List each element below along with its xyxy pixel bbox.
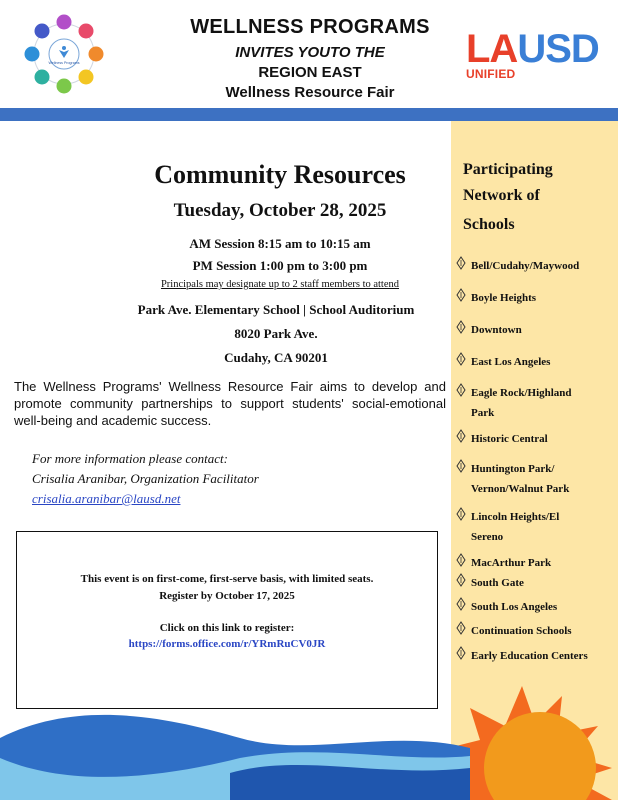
venue-street: 8020 Park Ave. — [234, 326, 318, 341]
pen-nib-bullet-icon — [455, 507, 467, 521]
am-session: AM Session 8:15 am to 10:15 am — [189, 236, 371, 251]
venue-city: Cudahy, CA 90201 — [224, 350, 328, 365]
designate-note: Principals may designate up to 2 staff members to attend — [160, 279, 400, 290]
school-name-line2: Sereno — [471, 531, 504, 543]
school-name-line2: Park — [471, 407, 495, 419]
header-line-invites: INVITES YOUTO THE — [235, 44, 385, 61]
school-item — [455, 322, 615, 338]
contact-email-link[interactable]: crisalia.aranibar@lausd.net — [32, 491, 181, 506]
lausd-logo-la: LA — [466, 27, 518, 71]
registration-instruction: Click on this link to register: — [159, 622, 295, 634]
lausd-logo-main — [466, 27, 606, 71]
pen-nib-bullet-icon — [455, 573, 467, 587]
header — [0, 0, 618, 108]
registration-notice: This event is on first-come, first-serve basis, with limited seats. — [80, 573, 374, 585]
registration-link[interactable]: https://forms.office.com/r/YRmRuCV0JR — [128, 638, 326, 650]
pen-nib-bullet-icon — [455, 646, 467, 660]
school-name-line1: MacArthur Park — [471, 557, 552, 569]
school-item — [455, 599, 615, 615]
school-item — [455, 509, 615, 545]
contact-person: Crisalia Aranibar, Organization Facilitator — [32, 471, 259, 486]
registration-link-row — [17, 638, 437, 650]
school-item — [455, 555, 615, 571]
pen-nib-bullet-icon — [455, 429, 467, 443]
header-divider-band — [0, 108, 618, 121]
school-name-line1: Eagle Rock/Highland — [471, 387, 572, 399]
event-description: The Wellness Programs' Wellness Resource Fair aims to develop and promote community partnerships to support students' social-emotional well-being and academic success. — [14, 379, 446, 428]
sidebar-title — [463, 157, 613, 238]
school-item — [455, 575, 615, 591]
header-title-block — [150, 16, 470, 103]
school-name-line2: Vernon/Walnut Park — [471, 483, 570, 495]
contact-heading: For more information please contact: — [32, 451, 228, 466]
wellness-programs-logo — [22, 12, 106, 96]
school-name-line1: Downtown — [471, 324, 522, 336]
header-line-programs: WELLNESS PROGRAMS — [190, 16, 430, 38]
lausd-logo — [466, 27, 606, 86]
sidebar-title-line3: Schools — [463, 216, 515, 233]
pen-nib-bullet-icon — [455, 383, 467, 397]
pen-nib-bullet-icon — [455, 288, 467, 302]
pm-session: PM Session 1:00 pm to 3:00 pm — [192, 258, 368, 273]
pen-nib-bullet-icon — [455, 553, 467, 567]
event-title: Community Resources — [154, 160, 406, 189]
pen-nib-bullet-icon — [455, 597, 467, 611]
lausd-logo-sub: UNIFIED — [466, 67, 516, 81]
school-item — [455, 623, 615, 639]
header-line-fair: Wellness Resource Fair — [225, 84, 395, 101]
school-name-line1: Huntington Park/ — [471, 463, 555, 475]
pen-nib-bullet-icon — [455, 459, 467, 473]
school-item — [455, 461, 615, 497]
lausd-logo-usd: USD — [517, 27, 599, 71]
school-name-line1: South Gate — [471, 577, 524, 589]
venue-name: Park Ave. Elementary School | School Auditorium — [137, 302, 415, 317]
header-line-region: REGION EAST — [258, 64, 362, 81]
school-name-line1: Boyle Heights — [471, 292, 537, 304]
school-item — [455, 648, 615, 664]
school-item — [455, 431, 615, 447]
pen-nib-bullet-icon — [455, 621, 467, 635]
registration-deadline: Register by October 17, 2025 — [159, 590, 295, 602]
school-item — [455, 385, 615, 421]
sidebar-title-line2: Network of — [463, 187, 540, 204]
school-name-line1: South Los Angeles — [471, 601, 558, 613]
school-name-line1: Continuation Schools — [471, 625, 572, 637]
sidebar-title-line1: Participating — [463, 161, 553, 178]
school-item — [455, 354, 615, 370]
school-name-line1: East Los Angeles — [471, 356, 551, 368]
school-item — [455, 258, 615, 274]
school-item — [455, 290, 615, 306]
school-name-line1: Historic Central — [471, 433, 548, 445]
pen-nib-bullet-icon — [455, 320, 467, 334]
contact-email-row — [32, 491, 332, 507]
pen-nib-bullet-icon — [455, 352, 467, 366]
school-name-line1: Lincoln Heights/El — [471, 511, 560, 523]
event-date: Tuesday, October 28, 2025 — [173, 200, 387, 221]
school-name-line1: Bell/Cudahy/Maywood — [471, 260, 580, 272]
school-name-line1: Early Education Centers — [471, 650, 588, 662]
waves-and-sun-graphic — [0, 668, 618, 800]
logo-center-text: Wellness Programs — [48, 61, 80, 65]
